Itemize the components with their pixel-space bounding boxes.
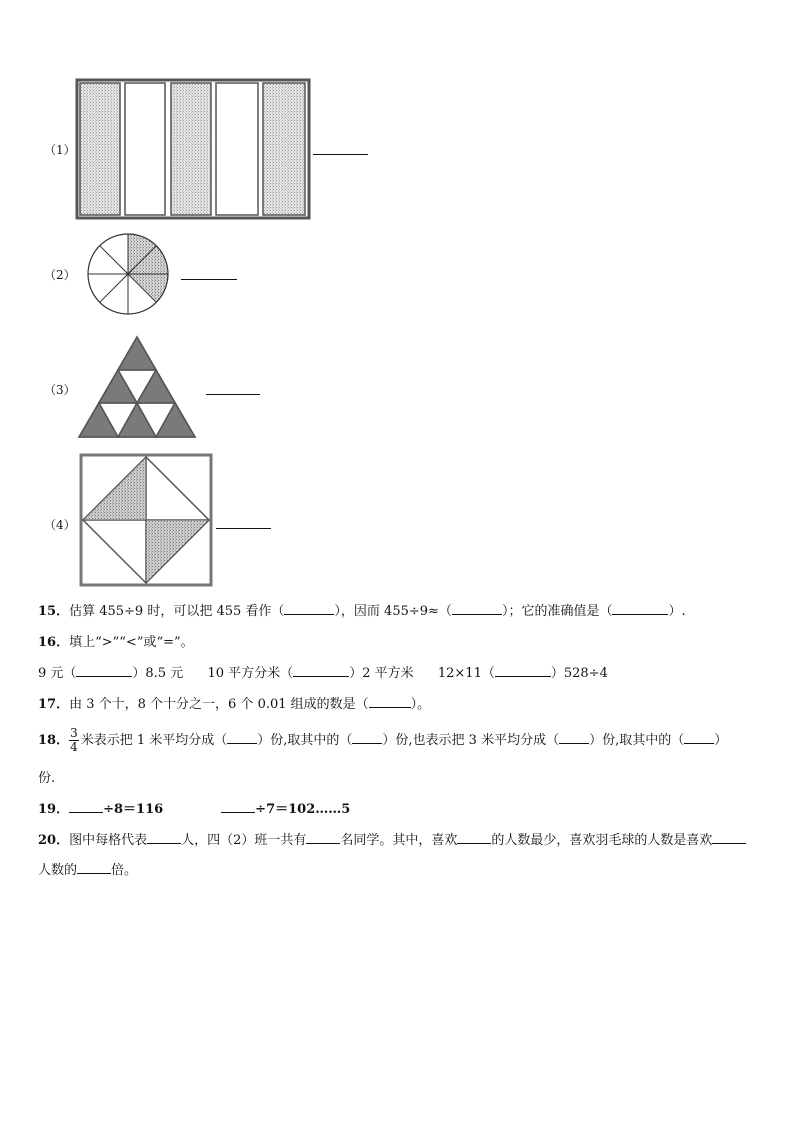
q19-equation-2: ÷7＝102……5 [255, 802, 351, 817]
q18-blank-1[interactable] [227, 743, 257, 744]
fig4-label: （4） [44, 518, 76, 532]
q20-blank-5[interactable] [77, 873, 111, 874]
q20-text-4: 的人数最少，喜欢羽毛球的人数是喜欢 [491, 833, 713, 848]
q18-text-4: ）份,取其中的（ [589, 733, 685, 748]
q20-text-2: 人，四（2）班一共有 [181, 833, 307, 848]
q18-blank-4[interactable] [684, 743, 714, 744]
q20-number: 20． [38, 833, 70, 848]
q15-text-2: ），因而 455÷9≈（ [334, 604, 452, 619]
q18-fraction-numerator: 3 [70, 726, 78, 740]
fig1-answer-line[interactable] [313, 154, 368, 155]
fig3-answer-line[interactable] [206, 394, 260, 395]
fig3-label: （3） [44, 383, 76, 397]
fig1-strip-shaded-1 [80, 83, 120, 215]
q15-blank-3[interactable] [612, 614, 668, 615]
fig2-label: （2） [44, 268, 76, 282]
q19-equation-1: ÷8＝116 [103, 802, 164, 817]
fig2-answer-line[interactable] [181, 279, 237, 280]
question-18 [38, 727, 727, 755]
question-20 [38, 832, 746, 850]
q18-text-5: ） [714, 733, 728, 748]
q20-text-6: 倍。 [111, 863, 138, 878]
q16-b-right: ）2 平方米 [349, 666, 414, 681]
q20-text-3: 名同学。其中，喜欢 [340, 833, 458, 848]
question-15 [38, 603, 686, 621]
q20-blank-2[interactable] [306, 843, 340, 844]
q18-fraction [69, 727, 79, 754]
q19-number: 19． [38, 802, 70, 817]
q18-text-6: 份. [38, 771, 56, 786]
q18-blank-2[interactable] [352, 743, 382, 744]
q16-c-left: 12×11（ [437, 666, 495, 681]
q16-c-right: ）528÷4 [550, 666, 608, 681]
q16-blank-c[interactable] [495, 676, 551, 677]
q18-text-1: 米表示把 1 米平均分成（ [80, 733, 228, 748]
q18-text-3: ）份,也表示把 3 米平均分成（ [382, 733, 560, 748]
fig1-strip-blank-2 [216, 83, 258, 215]
q20-blank-1[interactable] [147, 843, 181, 844]
q16-number: 16． [38, 635, 70, 650]
fig1-label: （1） [44, 143, 76, 157]
q20-text-5: 人数的 [38, 863, 78, 878]
q16-blank-a[interactable] [76, 676, 132, 677]
q16-a-right: ）8.5 元 [132, 666, 184, 681]
q15-text-1: 估算 455÷9 时，可以把 455 看作（ [69, 604, 285, 619]
fig1-strip-shaded-2 [171, 83, 211, 215]
q18-text-2: ）份,取其中的（ [257, 733, 353, 748]
q18-blank-3[interactable] [559, 743, 589, 744]
question-17 [38, 696, 430, 714]
question-19 [38, 801, 350, 819]
q18-fraction-denominator: 4 [70, 740, 78, 754]
q20-text-1: 图中每格代表 [69, 833, 148, 848]
q17-number: 17． [38, 697, 70, 712]
q15-blank-1[interactable] [284, 614, 334, 615]
q16-instruction: 填上“>”“<”或“=”。 [69, 635, 194, 650]
q19-blank-2[interactable] [221, 812, 255, 813]
question-16 [38, 634, 194, 652]
q20-blank-3[interactable] [457, 843, 491, 844]
fig1-strips-diagram [75, 78, 315, 222]
q20-continuation [38, 862, 137, 880]
q20-blank-4[interactable] [712, 843, 746, 844]
fig3-triangle-diagram [78, 334, 200, 440]
q15-text-3: ）；它的准确值是（ [501, 604, 613, 619]
fig1-strip-blank-1 [125, 83, 165, 215]
q17-blank[interactable] [369, 707, 411, 708]
fig4-square-diagram [77, 452, 215, 588]
q15-text-4: ）. [668, 604, 686, 619]
fig1-strip-shaded-3 [263, 83, 305, 215]
q15-blank-2[interactable] [452, 614, 502, 615]
q16-comparisons [38, 665, 608, 683]
q16-blank-b[interactable] [293, 676, 349, 677]
q18-continuation [38, 770, 55, 788]
fig4-answer-line[interactable] [216, 528, 271, 529]
q17-text-2: ）。 [410, 697, 431, 712]
q17-text-1: 由 3 个十，8 个十分之一，6 个 0.01 组成的数是（ [69, 697, 369, 712]
q16-a-left: 9 元（ [38, 666, 77, 681]
fig2-circle-diagram [82, 232, 174, 316]
q15-number: 15． [38, 604, 70, 619]
q16-b-left: 10 平方分米（ [207, 666, 294, 681]
q18-number: 18． [38, 733, 70, 748]
q19-blank-1[interactable] [69, 812, 103, 813]
